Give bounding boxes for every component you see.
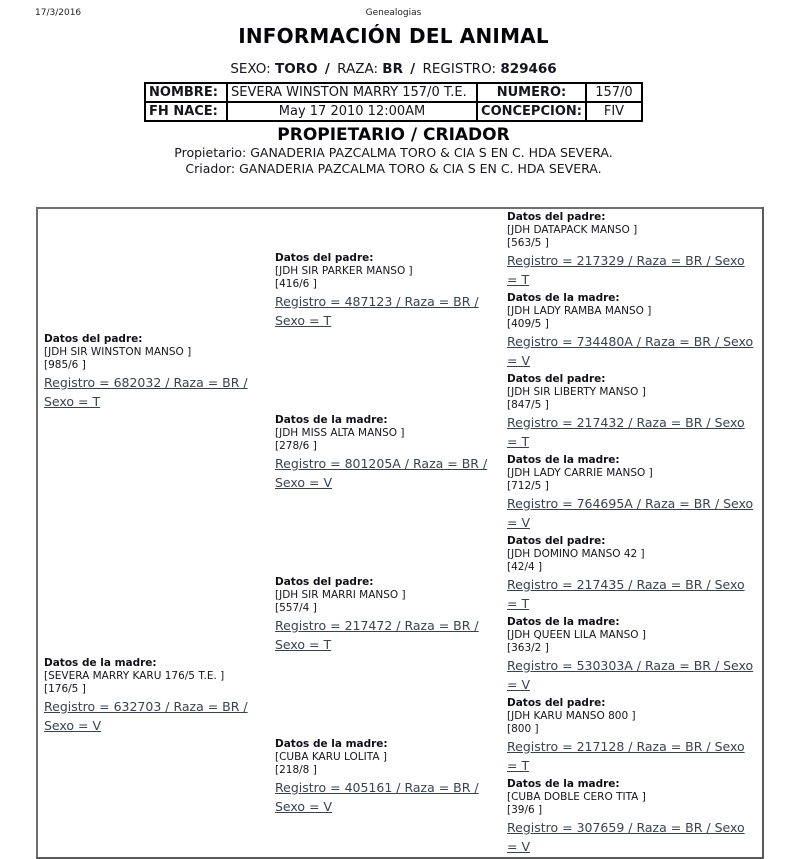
- pedigree-entry-name: [JDH SIR MARRI MANSO ]: [275, 588, 406, 601]
- pedigree-cell-mother: [37, 533, 269, 858]
- pedigree-entry-number: [985/6 ]: [44, 358, 86, 371]
- pedigree-registro-link[interactable]: Registro = 682032 / Raza = BR / Sexo = T: [44, 374, 248, 409]
- fh-nace-label: FH NACE:: [145, 102, 227, 121]
- pedigree-registro-link[interactable]: Registro = 217329 / Raza = BR / Sexo = T: [507, 253, 745, 287]
- pedigree-registro-link[interactable]: Registro = 217435 / Raza = BR / Sexo = T: [507, 577, 745, 611]
- pedigree-entry-label: Datos de la madre:: [275, 737, 388, 750]
- pedigree-entry-number: [557/4 ]: [275, 601, 317, 614]
- pedigree-entry-label: Datos del padre:: [507, 535, 606, 547]
- owner-section-title: PROPIETARIO / CRIADOR: [277, 125, 510, 145]
- pedigree-entry-number: [218/8 ]: [275, 763, 317, 776]
- pedigree-entry-label: Datos del padre:: [275, 575, 374, 588]
- pedigree-entry-number: [712/5 ]: [507, 480, 549, 492]
- pedigree-cell-great-grandparent: [501, 614, 763, 695]
- animal-summary-line: [0, 61, 787, 77]
- pedigree-entry-label: Datos de la madre:: [507, 292, 620, 304]
- pedigree-registro-link[interactable]: Registro = 217472 / Raza = BR / Sexo = T: [275, 617, 479, 652]
- pedigree-entry-name: [JDH QUEEN LILA MANSO ]: [507, 629, 646, 641]
- pedigree-entry-label: Datos del padre:: [507, 697, 606, 709]
- pedigree-registro-link[interactable]: Registro = 764695A / Raza = BR / Sexo = V: [507, 496, 754, 530]
- pedigree-entry-number: [409/5 ]: [507, 318, 549, 330]
- pedigree-cell-great-grandparent: [501, 371, 763, 452]
- pedigree-entry: [507, 616, 758, 693]
- pedigree-entry-name: [JDH DATAPACK MANSO ]: [507, 224, 638, 236]
- pedigree-entry: [44, 657, 265, 734]
- page-title: INFORMACIÓN DEL ANIMAL: [238, 24, 549, 48]
- pedigree-registro-link[interactable]: Registro = 632703 / Raza = BR / Sexo = V: [44, 698, 248, 733]
- pedigree-entry: [507, 292, 758, 369]
- numero-value: 157/0: [586, 83, 642, 102]
- print-date: 17/3/2016: [35, 8, 82, 18]
- pedigree-entry-name: [JDH LADY CARRIE MANSO ]: [507, 467, 653, 479]
- pedigree-entry-number: [278/6 ]: [275, 439, 317, 452]
- pedigree-entry-label: Datos del padre:: [507, 211, 606, 223]
- pedigree-cell-great-grandparent: [501, 533, 763, 614]
- pedigree-entry: [275, 738, 497, 815]
- pedigree-entry-name: [JDH SIR PARKER MANSO ]: [275, 264, 413, 277]
- raza-value: BR: [382, 61, 403, 77]
- sexo-value: TORO: [275, 61, 318, 77]
- pedigree-entry: [507, 454, 758, 531]
- pedigree-tree: [36, 207, 764, 859]
- report-header-label: Genealogias: [365, 8, 422, 18]
- pedigree-entry-label: Datos del padre:: [507, 373, 606, 385]
- nombre-label: NOMBRE:: [145, 83, 227, 102]
- pedigree-entry: [507, 697, 758, 774]
- numero-label: NUMERO:: [477, 83, 586, 102]
- pedigree-cell-paternal-grandfather: [269, 208, 501, 371]
- pedigree-cell-great-grandparent: [501, 290, 763, 371]
- pedigree-cell-great-grandparent: [501, 208, 763, 290]
- pedigree-entry-label: Datos del padre:: [44, 332, 143, 345]
- pedigree-cell-great-grandparent: [501, 695, 763, 776]
- table-row: [145, 102, 642, 121]
- pedigree-entry-label: Datos de la madre:: [507, 778, 620, 790]
- pedigree-entry-name: [JDH SIR LIBERTY MANSO ]: [507, 386, 646, 398]
- pedigree-registro-link[interactable]: Registro = 307659 / Raza = BR / Sexo = V: [507, 820, 745, 854]
- pedigree-registro-link[interactable]: Registro = 487123 / Raza = BR / Sexo = T: [275, 293, 479, 328]
- pedigree-entry: [275, 252, 497, 329]
- pedigree-entry-number: [176/5 ]: [44, 682, 86, 695]
- pedigree-entry: [507, 373, 758, 450]
- propietario-line: Propietario: GANADERIA PAZCALMA TORO & CIA S EN C. HDA SEVERA.: [174, 145, 613, 160]
- pedigree-entry: [44, 333, 265, 410]
- pedigree-registro-link[interactable]: Registro = 530303A / Raza = BR / Sexo = V: [507, 658, 754, 692]
- pedigree-entry-number: [42/4 ]: [507, 561, 543, 573]
- pedigree-cell-great-grandparent: [501, 776, 763, 858]
- pedigree-entry-name: [JDH DOMINO MANSO 42 ]: [507, 548, 645, 560]
- pedigree-registro-link[interactable]: Registro = 217128 / Raza = BR / Sexo = T: [507, 739, 745, 773]
- concepcion-label: CONCEPCION:: [477, 102, 586, 121]
- pedigree-cell-father: [37, 208, 269, 533]
- pedigree-registro-link[interactable]: Registro = 801205A / Raza = BR / Sexo = V: [275, 455, 488, 490]
- pedigree-entry-name: [JDH KARU MANSO 800 ]: [507, 710, 636, 722]
- criador-line: Criador: GANADERIA PAZCALMA TORO & CIA S EN C. HDA SEVERA.: [185, 161, 602, 176]
- pedigree-entry: [275, 414, 497, 491]
- pedigree-cell-maternal-grandfather: [269, 533, 501, 695]
- pedigree-entry-name: [JDH MISS ALTA MANSO ]: [275, 426, 405, 439]
- pedigree-entry-number: [39/6 ]: [507, 804, 543, 816]
- pedigree-entry-number: [363/2 ]: [507, 642, 549, 654]
- pedigree-entry-number: [800 ]: [507, 723, 539, 735]
- pedigree-entry: [507, 535, 758, 612]
- pedigree-cell-paternal-grandmother: [269, 371, 501, 533]
- pedigree-entry-label: Datos del padre:: [275, 251, 374, 264]
- pedigree-entry-label: Datos de la madre:: [507, 616, 620, 628]
- separator: /: [324, 61, 330, 77]
- page-meta-row: [0, 0, 787, 18]
- table-row: [145, 83, 642, 102]
- fh-nace-value: May 17 2010 12:00AM: [227, 102, 477, 121]
- raza-label: RAZA:: [337, 61, 378, 77]
- separator: /: [410, 61, 416, 77]
- pedigree-cell-maternal-grandmother: [269, 695, 501, 858]
- pedigree-registro-link[interactable]: Registro = 405161 / Raza = BR / Sexo = V: [275, 779, 479, 814]
- concepcion-value: FIV: [586, 102, 642, 121]
- sexo-label: SEXO:: [230, 61, 271, 77]
- pedigree-entry-number: [563/5 ]: [507, 237, 549, 249]
- pedigree-entry-name: [CUBA KARU LOLITA ]: [275, 750, 387, 763]
- nombre-value: SEVERA WINSTON MARRY 157/0 T.E.: [227, 83, 477, 102]
- pedigree-entry-number: [847/5 ]: [507, 399, 549, 411]
- registro-label: REGISTRO:: [422, 61, 497, 77]
- pedigree-registro-link[interactable]: Registro = 217432 / Raza = BR / Sexo = T: [507, 415, 745, 449]
- pedigree-entry-name: [CUBA DOBLE CERO TITA ]: [507, 791, 646, 803]
- pedigree-entry-name: [JDH SIR WINSTON MANSO ]: [44, 345, 192, 358]
- pedigree-registro-link[interactable]: Registro = 734480A / Raza = BR / Sexo = V: [507, 334, 754, 368]
- pedigree-entry-name: [SEVERA MARRY KARU 176/5 T.E. ]: [44, 669, 225, 682]
- pedigree-entry-label: Datos de la madre:: [275, 413, 388, 426]
- registro-value: 829466: [500, 61, 557, 77]
- pedigree-entry-label: Datos de la madre:: [44, 656, 157, 669]
- pedigree-cell-great-grandparent: [501, 452, 763, 533]
- pedigree-entry-number: [416/6 ]: [275, 277, 317, 290]
- pedigree-entry: [507, 211, 758, 288]
- pedigree-entry-name: [JDH LADY RAMBA MANSO ]: [507, 305, 652, 317]
- pedigree-entry: [507, 778, 758, 855]
- animal-info-table: [144, 82, 643, 122]
- pedigree-entry-label: Datos de la madre:: [507, 454, 620, 466]
- pedigree-entry: [275, 576, 497, 653]
